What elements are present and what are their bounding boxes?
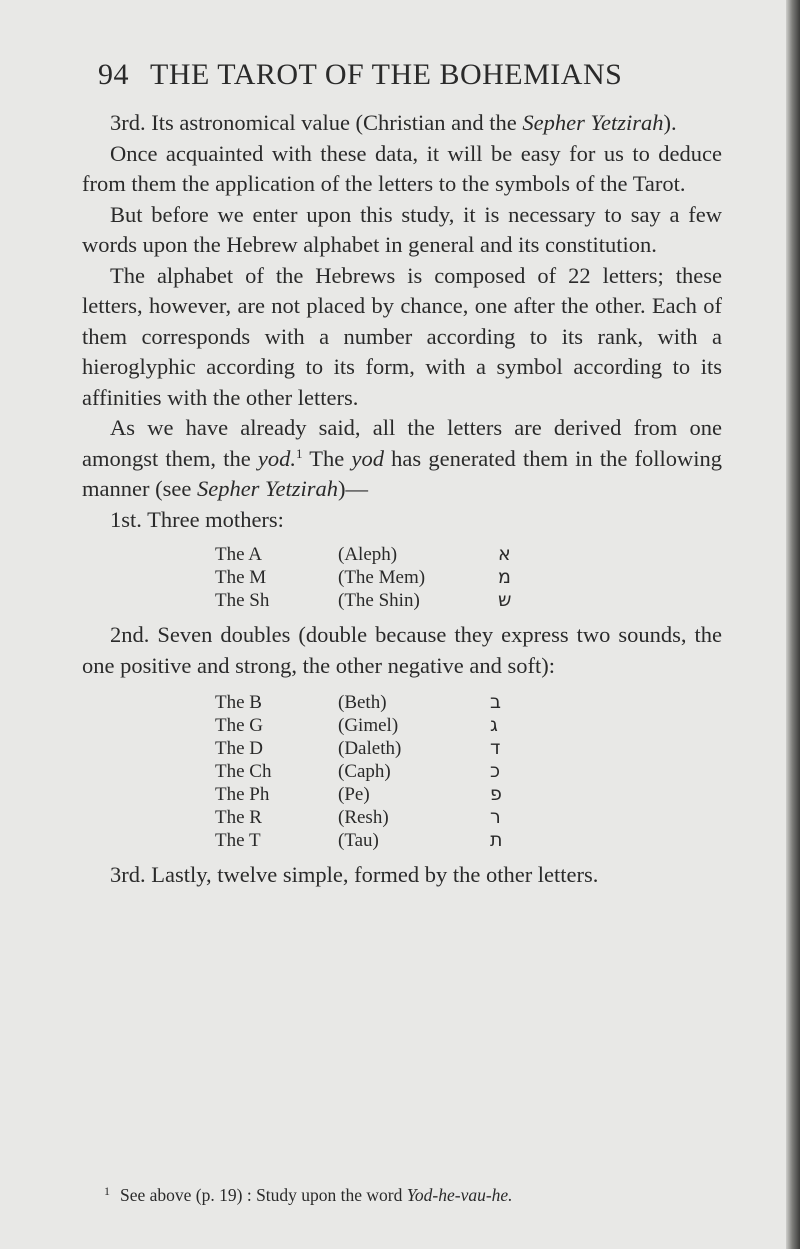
- table-row: The Ph (Pe) פ: [215, 783, 502, 805]
- hebrew-letter: כ: [490, 760, 501, 782]
- mothers-heading: 1st. Three mothers:: [110, 506, 284, 532]
- hebrew-letter: ש: [498, 589, 512, 611]
- footnote-reference: 1: [296, 445, 303, 461]
- page-body: [82, 108, 722, 891]
- table-row: The Ch (Caph) כ: [215, 760, 503, 783]
- table-row: The D (Daleth) ד: [215, 737, 503, 760]
- table-row: The R (Resh) ר: [215, 806, 501, 828]
- table-row: The M (The Mem) מ: [215, 566, 511, 588]
- table-row: The G (Gimel) ג: [215, 714, 503, 737]
- hebrew-letter: ד: [490, 737, 501, 759]
- mothers-table: [215, 543, 511, 612]
- hebrew-letter: ת: [490, 829, 503, 851]
- footnote: $^1$ See above (p. 19) : Study upon the word Yod-he-vau-he.: [104, 1184, 513, 1205]
- running-title: THE TAROT OF THE BOHEMIANS: [150, 58, 623, 91]
- hebrew-letter: ג: [490, 714, 498, 736]
- table-row: The A (Aleph) א: [215, 543, 511, 565]
- hebrew-letter: פ: [490, 783, 502, 805]
- paragraph-but-before: But before we enter upon this study, it is necessary to say a few words upon the Hebrew alphabet in general and its constitution.: [82, 201, 722, 257]
- table-row: The T (Tau) ת: [215, 829, 503, 851]
- paragraph-alphabet-composition: The alphabet of the Hebrews is composed of 22 letters; these letters, however, are not placed by chance, one after the other. Each of them corresponds with a number according to its rank, with a hieroglyphic according to its form, with a symbol according to its affinities with the other letters.: [82, 262, 722, 410]
- italic-title: Sepher Yetzirah: [522, 110, 664, 135]
- paragraph-astronomical-value: 3rd. Its astronomical value (Christian and the Sepher Yetzirah).: [110, 110, 677, 135]
- paragraph-yod-derivation: As we have already said, all the letters are derived from one amongst them, the yod.$^1$ The yod has generated them in the following manner (see Sepher Yetzirah)—: [82, 415, 722, 501]
- table-row: The Sh (The Shin) ש: [215, 589, 512, 611]
- hebrew-letter: ר: [490, 806, 501, 828]
- doubles-table: [215, 691, 503, 852]
- footnote-mark: 1: [104, 1184, 110, 1198]
- doubles-heading: 2nd. Seven doubles (double because they express two sounds, the one positive and strong, the other negative and soft):: [82, 622, 722, 678]
- table-row: The B (Beth) ב: [215, 691, 501, 713]
- paragraph-once-acquainted: Once acquainted with these data, it will be easy for us to deduce from them the application of the letters to the symbols of the Tarot.: [82, 140, 722, 196]
- page-edge-shadow: [786, 0, 800, 1249]
- hebrew-letter: ב: [490, 691, 501, 713]
- hebrew-letter: מ: [498, 566, 511, 588]
- simples-heading: 3rd. Lastly, twelve simple, formed by the other letters.: [110, 862, 599, 887]
- page-number: 94: [98, 58, 129, 91]
- running-header: [98, 58, 698, 92]
- hebrew-letter: א: [498, 543, 511, 565]
